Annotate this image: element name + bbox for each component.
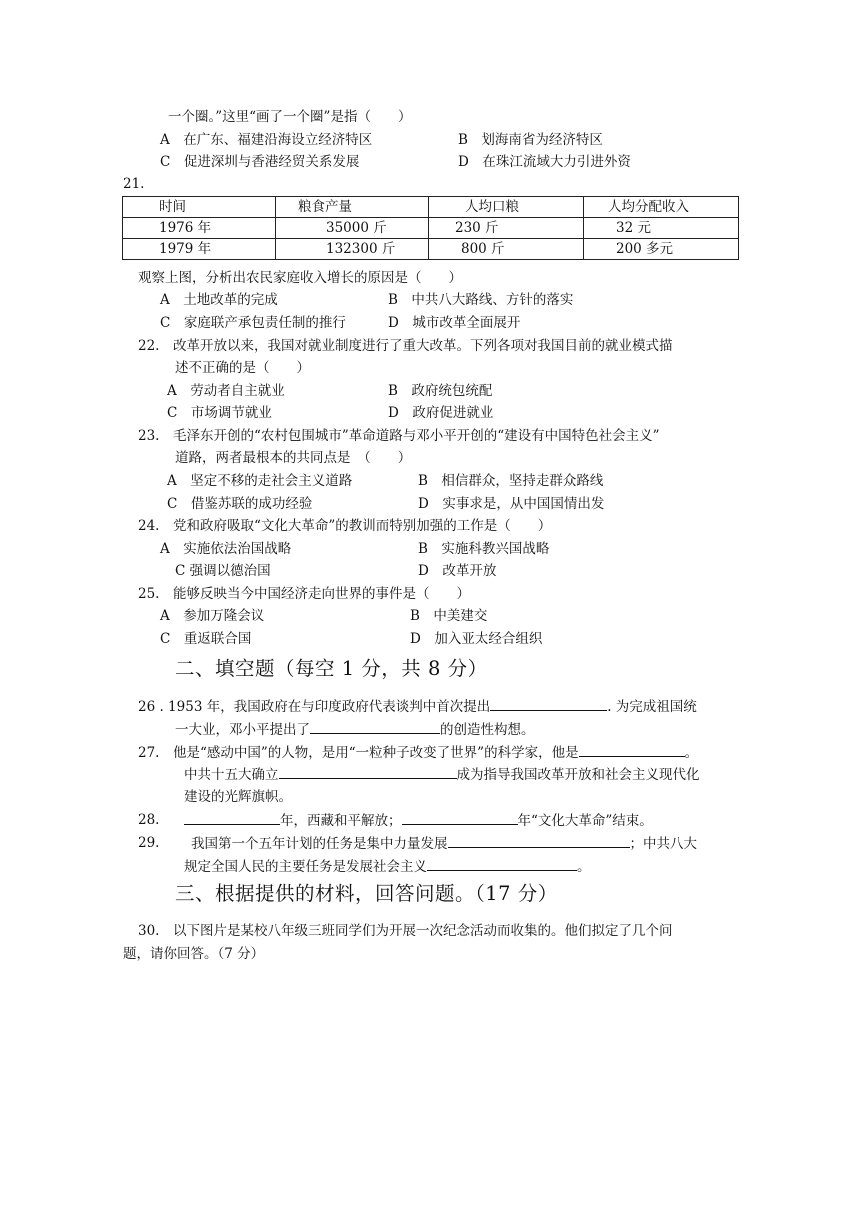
q27-blank-1[interactable] xyxy=(579,742,685,757)
q26-blank-2[interactable] xyxy=(310,719,440,734)
table-cell: 32 元 xyxy=(584,218,739,239)
q26-text-2: . 为完成祖国统 xyxy=(607,699,697,715)
q24-option-c[interactable]: C 强调以德治国 xyxy=(175,563,271,579)
table-cell: 800 斤 xyxy=(429,239,584,260)
q24-stem: 24. 党和政府吸取“文化大革命”的教训而特别加强的工作是（ ） xyxy=(138,518,552,534)
q24-option-d[interactable]: D 改革开放 xyxy=(418,563,497,579)
q23-stem-line1: 23. 毛泽东开创的“农村包围城市”革命道路与邓小平开创的“建设有中国特色社会主义” xyxy=(138,428,660,444)
table-header-cell: 时间 xyxy=(123,197,276,218)
section-2-heading: 二、填空题（每空 1 分，共 8 分） xyxy=(175,657,488,680)
q29-blank-1[interactable] xyxy=(448,833,630,848)
q27-blank-2[interactable] xyxy=(279,764,457,779)
q22-option-c[interactable]: C 市场调节就业 xyxy=(167,405,272,421)
q29-text-4: 。 xyxy=(577,859,591,875)
q22-option-b[interactable]: B 政府统包统配 xyxy=(388,383,493,399)
q22-option-d[interactable]: D 政府促进就业 xyxy=(388,405,494,421)
q22-stem-line1: 22. 改革开放以来，我国对就业制度进行了重大改革。下列各项对我国目前的就业模式描 xyxy=(138,338,673,354)
table-header-row xyxy=(123,197,739,218)
q27-text-2: 。 xyxy=(684,745,699,761)
q20-stem-tail: 一个圈。”这里“画了一个圈”是指（ ） xyxy=(168,109,412,125)
q25-option-a[interactable]: A 参加万隆会议 xyxy=(160,608,265,624)
q28-number: 28. xyxy=(138,812,160,828)
table-header-cell: 人均分配收入 xyxy=(584,197,739,218)
q20-option-d[interactable]: D 在珠江流域大力引进外资 xyxy=(458,154,631,170)
q23-option-b[interactable]: B 相信群众，坚持走群众路线 xyxy=(418,473,604,489)
q20-option-c[interactable]: C 促进深圳与香港经贸关系发展 xyxy=(160,154,360,170)
q26-text-4: 的创造性构想。 xyxy=(440,722,535,738)
q28-line1 xyxy=(184,810,653,831)
q25-option-b[interactable]: B 中美建交 xyxy=(410,608,488,624)
q22-stem-line2: 述不正确的是（ ） xyxy=(175,360,310,376)
q27-line2 xyxy=(184,764,700,785)
q21-option-d[interactable]: D 城市改革全面展开 xyxy=(388,315,521,331)
table-cell: 35000 斤 xyxy=(276,218,429,239)
section-3-heading: 三、根据提供的材料，回答问题。（17 分） xyxy=(175,882,558,905)
q25-stem: 25. 能够反映当今中国经济走向世界的事件是（ ） xyxy=(138,586,470,602)
q21-option-a[interactable]: A 土地改革的完成 xyxy=(160,292,278,308)
q21-data-table xyxy=(122,196,739,260)
q21-number: 21. xyxy=(123,176,145,192)
q27-text-3: 中共十五大确立 xyxy=(184,767,279,783)
q23-option-c[interactable]: C 借鉴苏联的成功经验 xyxy=(167,496,313,512)
table-row xyxy=(123,218,739,239)
q24-option-b[interactable]: B 实施科教兴国战略 xyxy=(418,541,550,557)
q29-text-3: 规定全国人民的主要任务是发展社会主义 xyxy=(184,859,427,875)
table-row xyxy=(123,239,739,260)
q25-option-c[interactable]: C 重返联合国 xyxy=(160,631,252,647)
q28-text-2: 年“文化大革命”结束。 xyxy=(517,813,653,829)
q23-option-a[interactable]: A 坚定不移的走社会主义道路 xyxy=(167,473,353,489)
q26-text-1: 26 . 1953 年，我国政府在与印度政府代表谈判中首次提出 xyxy=(138,699,491,715)
table-cell: 132300 斤 xyxy=(276,239,429,260)
q27-line3: 建设的光辉旗帜。 xyxy=(184,789,292,805)
q29-line2 xyxy=(184,856,591,877)
q26-blank-1[interactable] xyxy=(490,696,607,711)
q22-option-a[interactable]: A 劳动者自主就业 xyxy=(167,383,285,399)
q29-text-1: 我国第一个五年计划的任务是集中力量发展 xyxy=(191,836,448,852)
q29-number: 29. xyxy=(138,835,160,851)
table-cell: 230 斤 xyxy=(429,218,584,239)
q29-blank-2[interactable] xyxy=(427,856,577,871)
q27-line1 xyxy=(138,742,698,763)
q21-stem: 观察上图，分析出农民家庭收入增长的原因是（ ） xyxy=(138,270,462,286)
table-header-cell: 人均口粮 xyxy=(429,197,584,218)
table-cell: 1979 年 xyxy=(123,239,276,260)
q26-text-3: 一大业，邓小平提出了 xyxy=(175,722,310,738)
q28-text-1: 年，西藏和平解放； xyxy=(280,813,402,829)
q28-blank-1[interactable] xyxy=(184,810,280,825)
table-cell: 200 多元 xyxy=(584,239,739,260)
q20-option-a[interactable]: A 在广东、福建沿海设立经济特区 xyxy=(160,132,373,148)
q26-line2 xyxy=(175,719,535,740)
table-cell: 1976 年 xyxy=(123,218,276,239)
q21-option-b[interactable]: B 中共八大路线、方针的落实 xyxy=(388,292,574,308)
q21-option-c[interactable]: C 家庭联产承包责任制的推行 xyxy=(160,315,346,331)
q30-stem-line2: 题，请你回答。（7 分） xyxy=(123,946,265,962)
q29-text-2: ；中共八大 xyxy=(629,836,697,852)
q20-option-b[interactable]: B 划海南省为经济特区 xyxy=(458,132,603,148)
q27-text-4: 成为指导我国改革开放和社会主义现代化 xyxy=(456,767,700,783)
q30-stem-line1: 30. 以下图片是某校八年级三班同学们为开展一次纪念活动而收集的。他们拟定了几个问 xyxy=(138,923,673,939)
q23-stem-line2: 道路，两者最根本的共同点是 （ ） xyxy=(175,450,412,466)
q28-blank-2[interactable] xyxy=(402,810,518,825)
q27-text-1: 27. 他是“感动中国”的人物，是用“一粒种子改变了世界”的科学家，他是 xyxy=(138,745,579,761)
q29-line1 xyxy=(191,833,697,854)
table-header-cell: 粮食产量 xyxy=(276,197,429,218)
q25-option-d[interactable]: D 加入亚太经合组织 xyxy=(410,631,543,647)
q23-option-d[interactable]: D 实事求是，从中国国情出发 xyxy=(418,496,605,512)
q26-line1 xyxy=(138,696,697,717)
q24-option-a[interactable]: A 实施依法治国战略 xyxy=(160,541,292,557)
